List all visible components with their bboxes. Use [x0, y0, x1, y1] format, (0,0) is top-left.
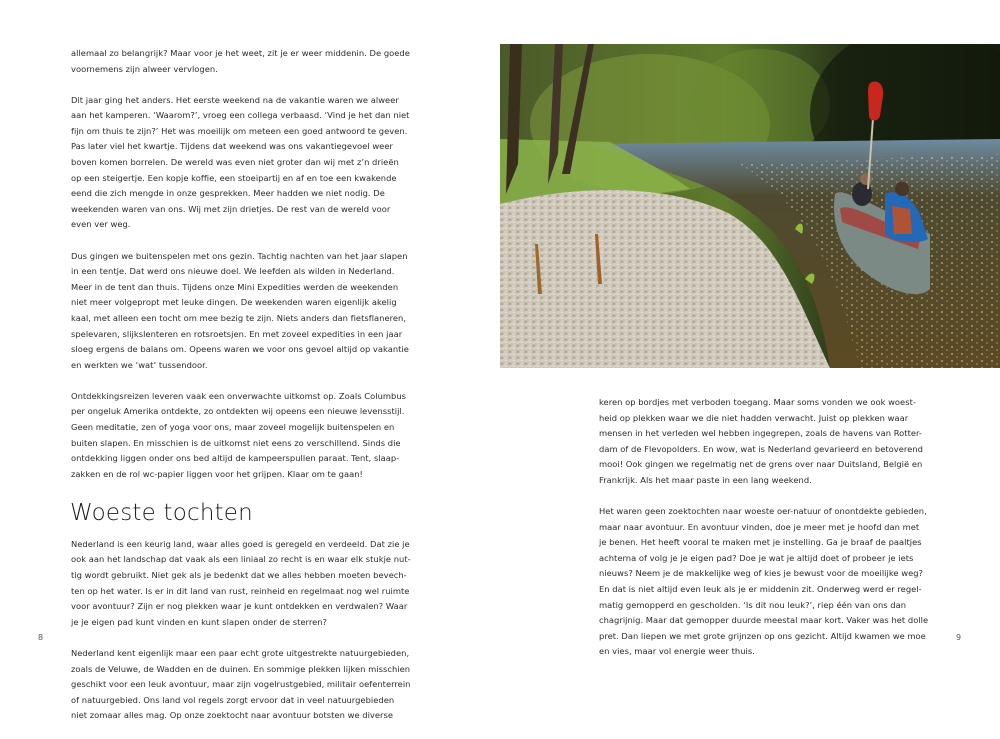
page-number: 8: [38, 633, 44, 642]
paragraph: Dit jaar ging het anders. Het eerste weekend na de vakantie waren we alweer aan het kamperen. ‘Waarom?’, vroeg een collega verbaasd. ‘Vind je het dan niet fijn om thuis te zijn?’ Het was moeilijk om meteen een goed antwoord te geven. Pas later viel het kwartje. Tijdens dat weekend was ons vakantiegevoel weer boven komen borrelen. De wereld was even niet groter dan wij met z’n drieën op een steigertje. Een kopje koffie, een stoeipartij en af en toe een kwakende eend die zich mengde in onze gesprekken. Meer hadden we niet nodig. De weekenden waren van ons. Wij met zijn drietjes. De rest van de wereld voor even ver weg.: [71, 94, 410, 230]
left-page: [0, 0, 500, 721]
page-number: 9: [956, 633, 962, 642]
paragraph: Ontdekkingsreizen leveren vaak een onverwachte uitkomst op. Zoals Columbus per ongeluk Amerika ontdekte, zo ontdekten wij opeens een nieuwe levensstijl. Geen meditatie, zen of yoga voor ons, maar zoveel mogelijk buitenspelen en buiten slapen. En misschien is de uitkomst niet eens zo verschillend. Sinds die ontdekking liggen onder ons bed altijd de kampeerspullen paraat. Tent, slaap- zakken en de rol wc-papier liggen voor het grijpen. Klaar om te gaan!: [71, 390, 407, 479]
right-text-column: [599, 395, 934, 676]
paragraph: allemaal zo belangrijk? Maar voor je het weet, zit je er weer middenin. De goede voornemens zijn alweer vervlogen.: [71, 48, 410, 74]
paragraph: keren op bordjes met verboden toegang. Maar soms vonden we ook woest- heid op plekken waar we die niet hadden verwacht. Juist op plekken waar mensen in het verleden wel hebben ingegrepen, zoals de havens van Rotter- dam of de Flevopolders. En wow, wat is Nederland gevarieerd en betoverend mooi! Ook gingen we regelmatig net de grens over naar Duitsland, België en Frankrijk. Als het maar paste in een lang weekend.: [599, 397, 923, 485]
left-text-column: [71, 46, 411, 739]
paragraph: Nederland kent eigenlijk maar een paar echt grote uitgestrekte natuurgebieden, zoals de Veluwe, de Wadden en de duinen. En sommige plekken lijken misschien geschikt voor een leuk avontuur, maar zijn vogelrustgebied, militair oefenterrein of natuurgebied. Ons land vol regels zorgt ervoor dat in veel natuurgebieden niet zomaar alles mag. Op onze zoektocht naar avontuur botsten we diverse: [71, 647, 411, 721]
canoe-on-river-photo: [500, 44, 1000, 368]
paragraph: Nederland is een keurig land, waar alles goed is geregeld en verdeeld. Dat zie je ook aan het landschap dat vaak als een liniaal zo recht is en waar elk stukje nut- tig wordt gebruikt. Niet gek als je bedenkt dat we alles hebben moeten bevech- ten op het water. Is er in dit land van rust, reinheid en regelmaat nog wel ruimte voor avontuur? Zijn er nog plekken waar je kunt ontdekken en verdwalen? Waar je je eigen pad kunt vinden en kunt slapen onder de sterren?: [71, 538, 411, 627]
right-page: [500, 0, 1000, 662]
paragraph: Het waren geen zoektochten naar woeste oer-natuur of onontdekte gebieden, maar naar avontuur. En avontuur vinden, doe je meer met je hoofd dan met je benen. Het heeft vooral te maken met je instelling. Ga je braaf de paaltjes achterna of volg je je eigen pad? Doe je wat je altijd doet of probeer je iets nieuws? Neem je de makkelijke weg of kies je bewust voor de moeilijke weg? En dat is niet altijd even leuk als je er middenin zit. Onderweg werd er regel- matig gemopperd en gescholden. ‘Is dit nou leuk?’, riep één van ons dan chagrijnig. Maar dat gemopper duurde meestal maar kort. Vaker was het dolle pret. Dan liepen we met grote grijnzen op ons gezicht. Altijd kwamen we moe en vies, maar vol energie weer thuis.: [599, 506, 929, 657]
section-heading: Woeste tochten: [70, 499, 253, 526]
paragraph: Dus gingen we buitenspelen met ons gezin. Tachtig nachten van het jaar slapen in een tentje. Dat werd ons nieuwe doel. We leefden als wilden in Nederland. Meer in de tent dan thuis. Tijdens onze Mini Expedities werden de weekenden niet meer volgepropt met leuke dingen. De weekenden waren eigenlijk akelig kaal, met alleen een tocht om mee bezig te zijn. Niets anders dan fietsflaneren, spelevaren, slijkslenteren en rotsroetsjen. En met zoveel expedities in een jaar sloeg ergens de balans om. Opeens waren we voor ons gevoel altijd op vakantie en werkten we ‘wat’ tussendoor.: [71, 250, 409, 370]
